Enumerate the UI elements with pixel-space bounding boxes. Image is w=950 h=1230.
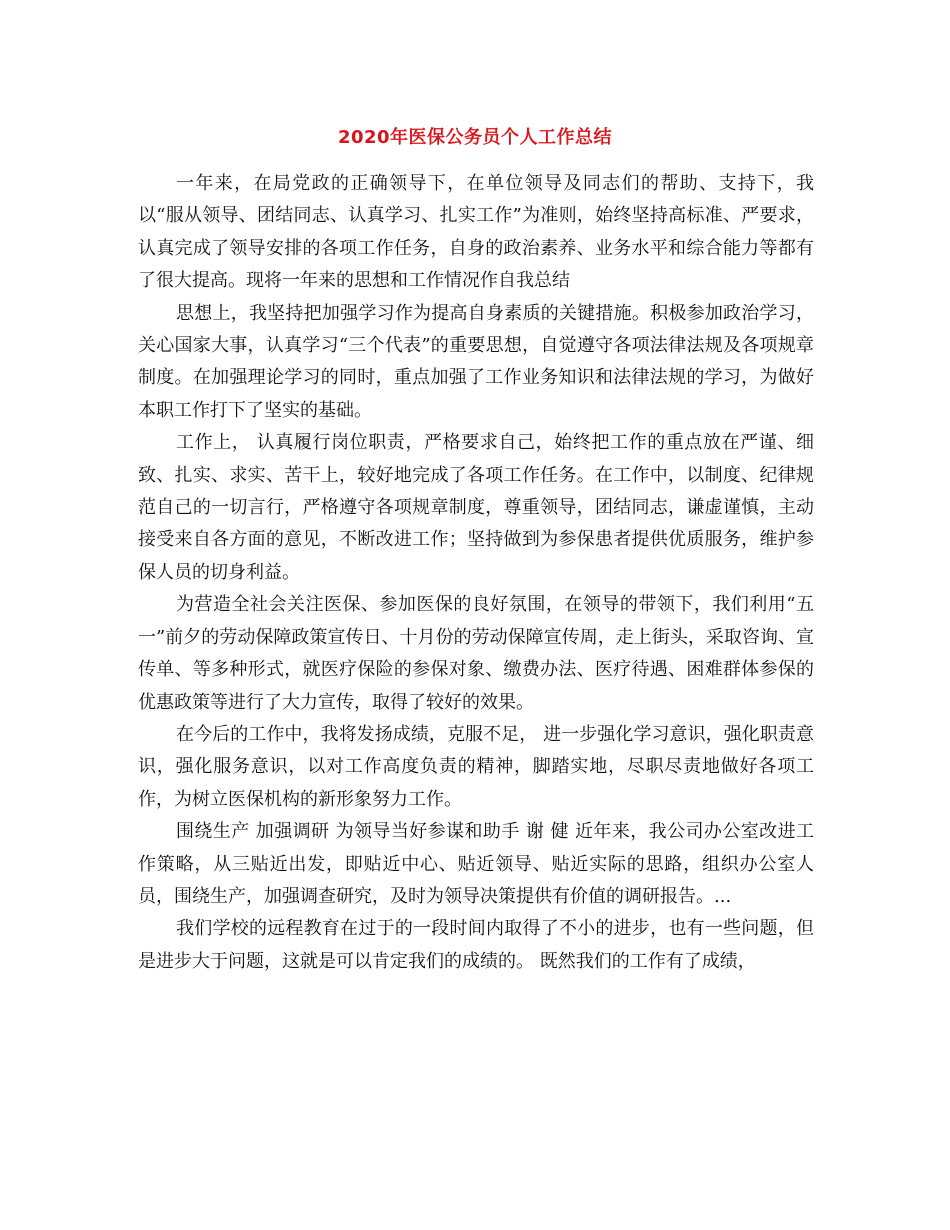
paragraph-work: 工作上， 认真履行岗位职责，严格要求自己，始终把工作的重点放在严谨、细致、扎实、求实、苦干上，较好地完成了各项工作任务。在工作中，以制度、纪律规范自己的一切言行，严格遵守各项规章制度，尊重领导，团结同志，谦虚谨慎，主动接受来自各方面的意见，不断改进工作；坚持做到为参保患者提供优质服务，维护参保人员的切身利益。 [138, 432, 814, 583]
paragraph-publicity: 为营造全社会关注医保、参加医保的良好氛围，在领导的带领下，我们利用“五一”前夕的劳动保障政策宣传日、十月份的劳动保障宣传周，走上街头，采取咨询、宣传单、等多种形式，就医疗保险的参保对象、缴费办法、医疗待遇、困难群体参保的优惠政策等进行了大力宣传，取得了较好的效果。 [138, 594, 814, 713]
document-body [138, 168, 814, 978]
paragraph-future: 在今后的工作中，我将发扬成绩，克服不足， 进一步强化学习意识，强化职责意识，强化服务意识，以对工作高度负责的精神，脚踏实地，尽职尽责地做好各项工作，为树立医保机构的新形象努力工作。 [138, 723, 814, 810]
paragraph-intro: 一年来，在局党政的正确领导下，在单位领导及同志们的帮助、支持下，我以“服从领导、团结同志、认真学习、扎实工作”为准则，始终坚持高标准、严要求，认真完成了领导安排的各项工作任务，自身的政治素养、业务水平和综合能力等都有了很大提高。现将一年来的思想和工作情况作自我总结 [138, 173, 814, 292]
paragraph-school: 我们学校的远程教育在过于的一段时间内取得了不小的进步，也有一些问题，但是进步大于问题，这就是可以肯定我们的成绩的。 既然我们的工作有了成绩， [138, 918, 814, 972]
document-title: 2020年医保公务员个人工作总结 [337, 127, 613, 148]
paragraph-thought: 思想上，我坚持把加强学习作为提高自身素质的关键措施。积极参加政治学习，关心国家大事，认真学习“三个代表”的重要思想，自觉遵守各项法律法规及各项规章制度。在加强理论学习的同时，重点加强了工作业务知识和法律法规的学习，为做好本职工作打下了坚实的基础。 [138, 302, 814, 421]
paragraph-research: 围绕生产 加强调研 为领导当好参谋和助手 谢 健 近年来，我公司办公室改进工作策略，从三贴近出发，即贴近中心、贴近领导、贴近实际的思路，组织办公室人员，围绕生产，加强调查研究，及时为领导决策提供有价值的调研报告。... [138, 821, 814, 907]
